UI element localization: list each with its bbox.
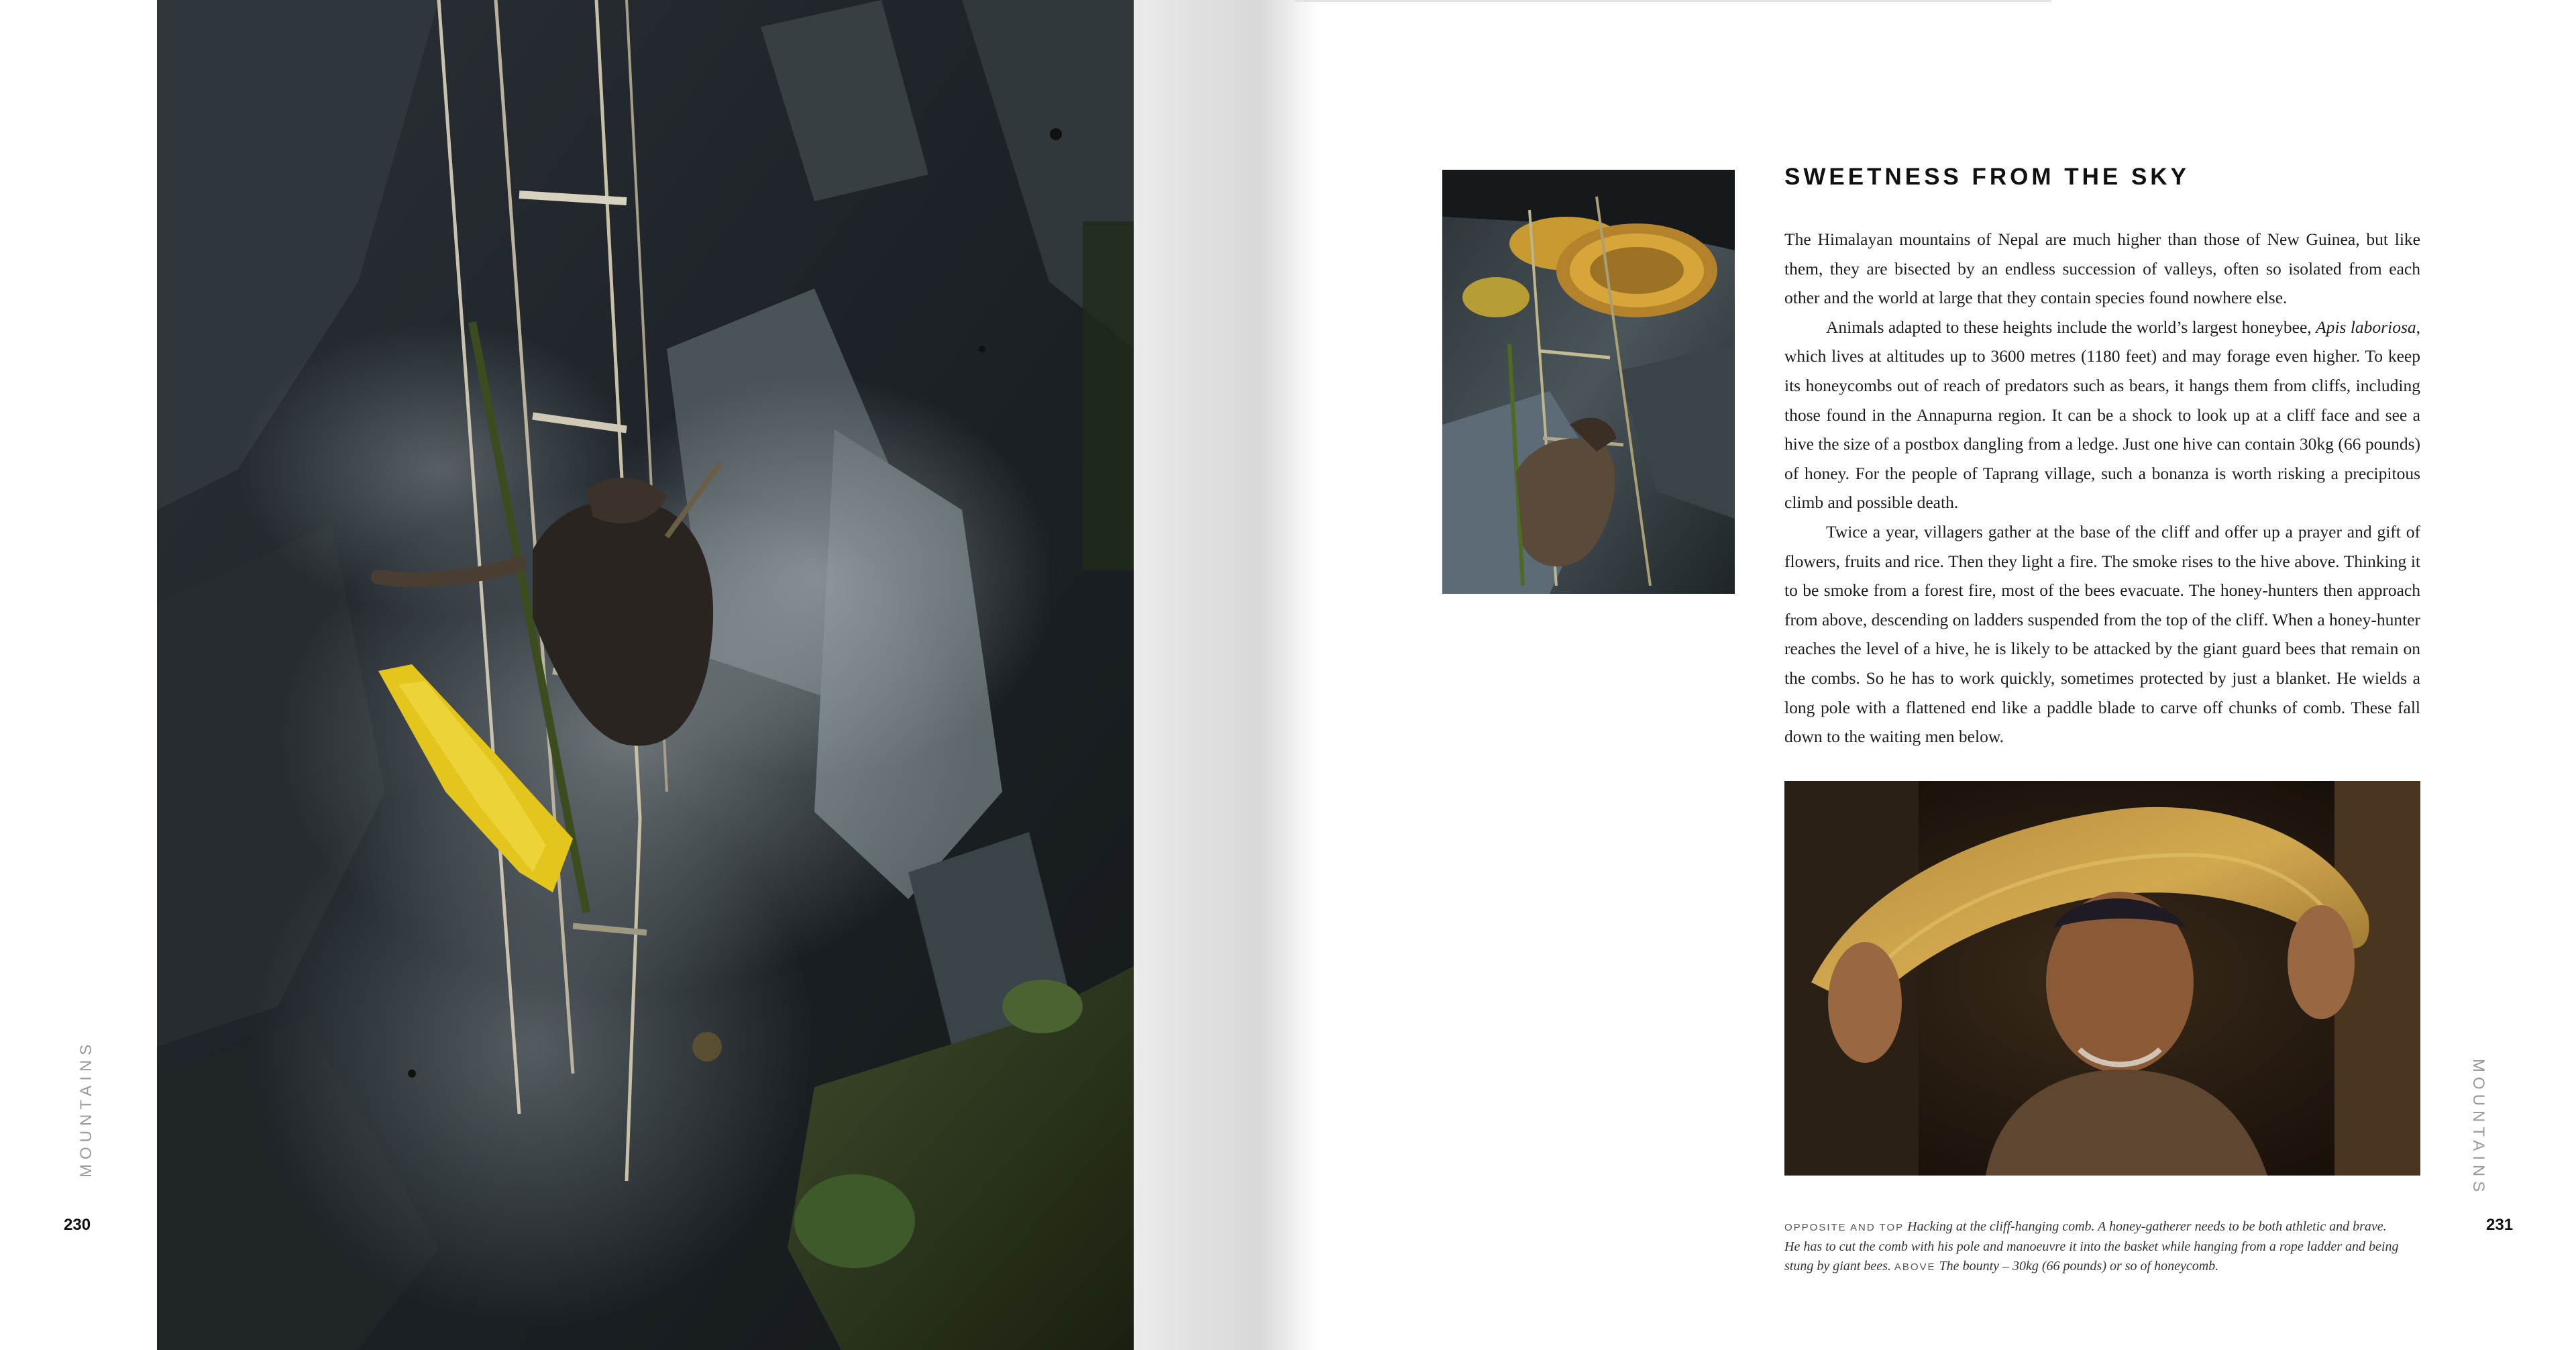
caption-text-2: The bounty – 30kg (66 pounds) or so of honeycomb. [1939,1259,2219,1274]
honey-gatherer-photo [1784,781,2420,1176]
photo-caption [1784,1217,2402,1277]
species-name: Apis laboriosa [2316,317,2416,337]
gutter [1301,0,1322,1350]
caption-text-1: Hacking at the cliff-hanging comb. A honey-gatherer needs to be both athletic and brave. He has to cut the comb with his pole and manoeuvre it into the basket while hanging from a rope ladder and being stung by giant bees. [1784,1219,2399,1274]
body-paragraph-3: Twice a year, villagers gather at the base of the cliff and offer up a prayer and gift of flowers, fruits and rice. Then they light a fire. The smoke rises to the hive above. Thinking it to be smoke from a forest fire, most of the bees evacuate. The honey-hunters then approach from above, descending on ladders suspended from the top of the cliff. When a honey-hunter reaches the level of a hive, he is likely to be attacked by the giant guard bees that remain on the combs. So he has to work quickly, sometimes protected by just a blanket. He wields a long pole with a flattened end like a paddle blade to carve off chunks of comb. These fall down to the waiting men below. [1784,521,2420,747]
article-body [1784,225,2420,751]
page-number-right: 231 [2486,1216,2514,1234]
caption-label-opposite-top: OPPOSITE AND TOP [1784,1222,1904,1233]
hive-on-cliff-photo-image [1442,170,1735,594]
body-paragraph-2-lead: Animals adapted to these heights include the world’s largest honeybee, [1826,317,2316,337]
body-paragraph-2 [1784,313,2420,517]
running-head-right: MOUNTAINS [2469,1059,2487,1197]
honey-hunter-photo-image [157,0,1134,1350]
hive-on-cliff-photo [1442,170,1735,594]
body-paragraph-1: The Himalayan mountains of Nepal are much higher than those of New Guinea, but like them, they are bisected by an endless succession of valleys, often so isolated from each other and the world at large that they contain species found nowhere else. [1784,229,2420,308]
running-head-left: MOUNTAINS [77,1039,95,1178]
honey-gatherer-photo-image [1784,781,2420,1176]
honey-hunter-photo [157,0,1134,1350]
caption-label-above: ABOVE [1894,1261,1936,1273]
top-rule [1295,0,2051,2]
page-edge-shadow [1134,0,1301,1350]
body-paragraph-2-rest: , which lives at altitudes up to 3600 metres (1180 feet) and may forage even higher. To keep its honeycombs out of reach of predators such as bears, it hangs them from cliffs, including those found in the Annapurna region. It can be a shock to look up at a cliff face and see a hive the size of a postbox dangling from a ledge. Just one hive can contain 30kg (66 pounds) of honey. For the people of Taprang village, such a bonanza is worth risking a precipitous climb and possible death. [1784,317,2420,513]
article-headline: SWEETNESS FROM THE SKY [1784,164,2190,190]
page-number-left: 230 [64,1216,91,1234]
